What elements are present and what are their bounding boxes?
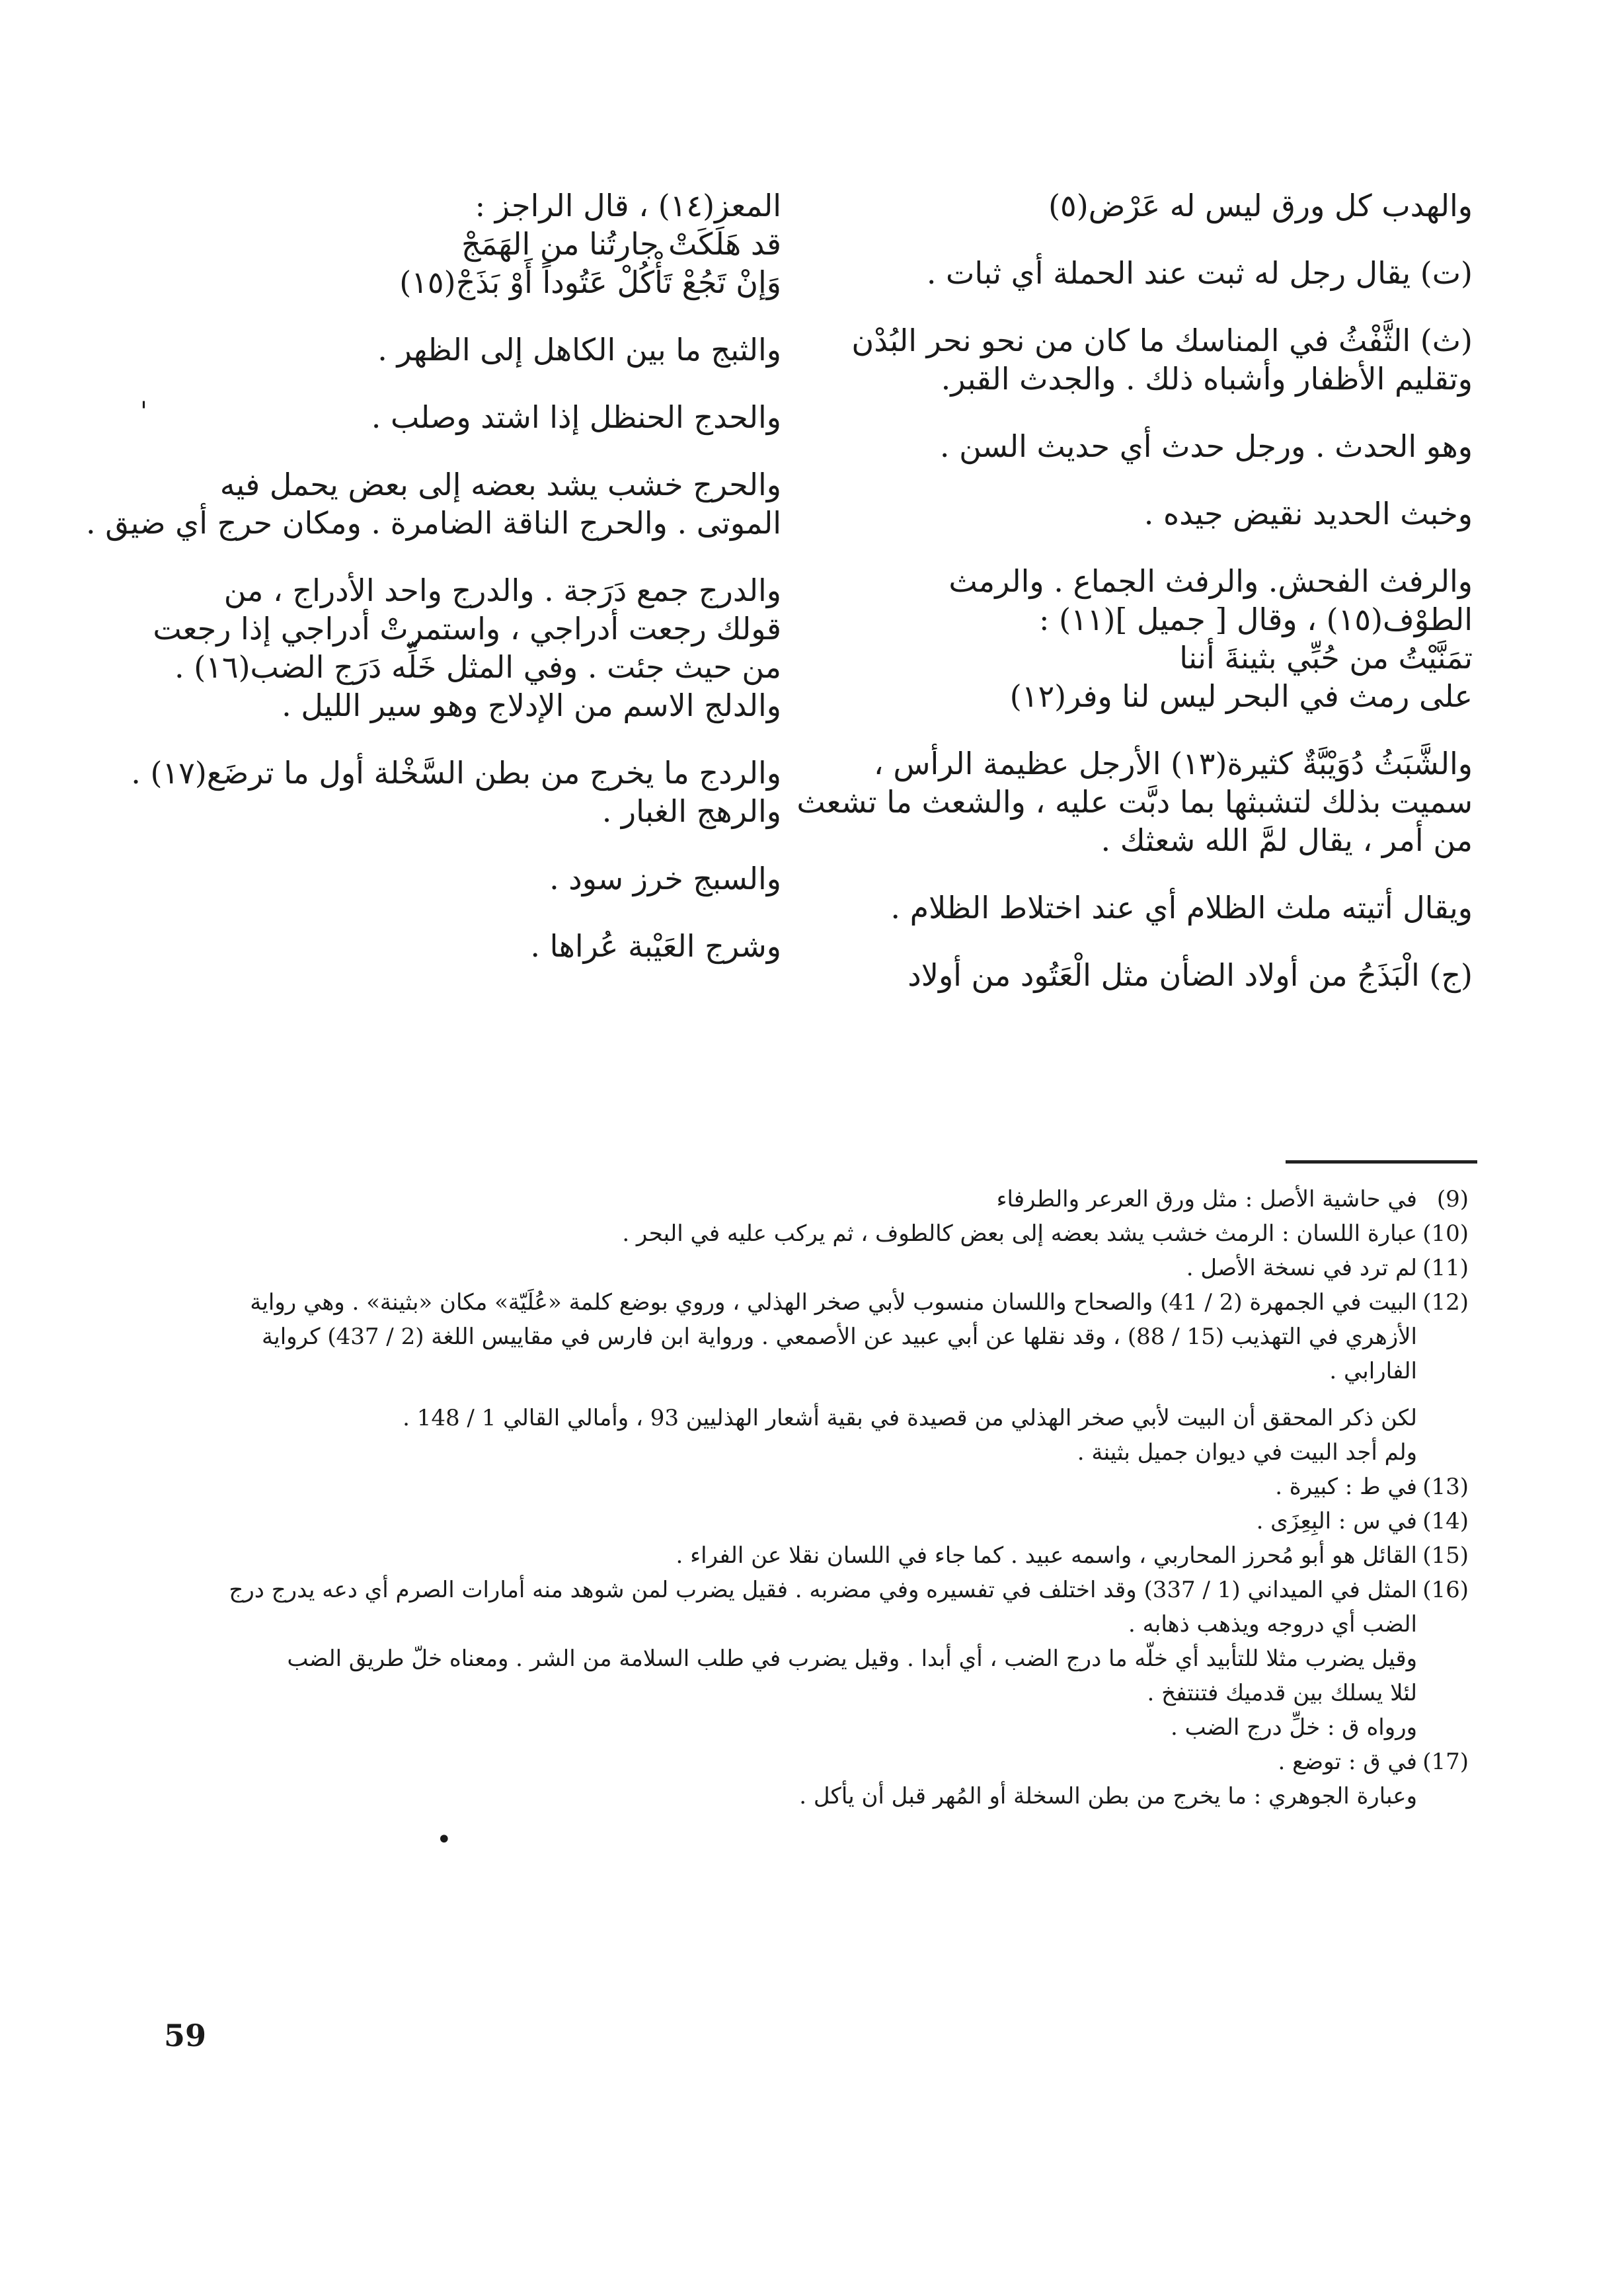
footnote-text: في ط : كبيرة .: [1275, 1474, 1417, 1500]
text-line: وَإنْ تَجُعْ تَأْكُلْ عَتُوداً أَوْ بَذَجْ(١٥): [399, 264, 781, 300]
text-line: المعز(١٤) ، قال الراجز :: [475, 188, 781, 223]
footnote-text: البيت في الجمهرة (2 / 41) والصحاح واللسان منسوب لأبي صخر الهذلي ، وروي بوضع كلمة «عُلَيّة» مكان «بثينة» . وهي رواية: [250, 1289, 1417, 1316]
paragraph-gap: [173, 436, 781, 465]
footnote-number: (14): [1422, 1508, 1469, 1534]
paragraph-gap: [173, 830, 781, 859]
footnote-continuation: وقيل يضرب مثلا للتأبيد أي خلّه ما درج الضب ، أي أبدا . وقيل يضرب في طلب السلامة من الشر . ومعناه خلّ طريق الضب: [287, 1645, 1417, 1672]
paragraph-gap: [173, 725, 781, 754]
footnote: [173, 1505, 1469, 1538]
text-line: ويقال أتيته ملث الظلام أي عند اختلاط الظلام .: [890, 890, 1473, 926]
footnote-continuation: ورواه ق : خلِّ درج الضب .: [1171, 1714, 1417, 1741]
paragraph-gap: [845, 533, 1473, 562]
footnote: [173, 1471, 1469, 1503]
footnote: [173, 1218, 1469, 1250]
paragraph-gap: [845, 225, 1473, 254]
stray-mark: •: [436, 1825, 452, 1855]
text-line: والدلج الاسم من الإدلاج وهو سير الليل .: [282, 688, 781, 723]
paragraph-gap: [845, 398, 1473, 427]
text-line: وشرج العَيْبة عُراها .: [530, 928, 781, 964]
footnote-paragraph: ولم أجد البيت في ديوان جميل بثينة .: [1077, 1439, 1417, 1466]
text-line: والشَّبَثُ دُوَيْبَّةٌ كثيرة(١٣) الأرجل عظيمة الرأس ،: [873, 746, 1473, 781]
footnote-continuation: الفارابي .: [1329, 1358, 1417, 1384]
footnote-number: (11): [1422, 1255, 1469, 1281]
text-line: والحرج خشب يشد بعضه إلى بعض يحمل فيه: [219, 467, 781, 502]
right-text-column: [796, 186, 1473, 994]
footnote-number: (13): [1422, 1474, 1469, 1500]
left-text-column: [86, 186, 781, 965]
text-line: على رمث في البحر ليس لنا وفر(١٢): [1009, 678, 1473, 714]
footnote-text: في حاشية الأصل : مثل ورق العرعر والطرفاء: [996, 1186, 1417, 1212]
paragraph-gap: [845, 715, 1473, 744]
footnote-text: المثل في الميداني (1 / 337) وقد اختلف في تفسيره وفي مضربه . فقيل يضرب لمن شوهد منه أمارات الصرم أي دعه يدرج درج: [229, 1577, 1417, 1603]
footnotes: [173, 1183, 1469, 1815]
footnote-number: (17): [1422, 1749, 1469, 1775]
footnote: [173, 1183, 1469, 1216]
text-line: الموتى . والحرج الناقة الضامرة . ومكان حرج أي ضيق .: [86, 505, 781, 541]
paragraph-gap: [845, 292, 1473, 321]
footnote: [173, 1746, 1469, 1778]
footnote-number: (10): [1422, 1220, 1469, 1247]
text-line: وهو الحدث . ورجل حدث أي حديث السن .: [939, 428, 1473, 464]
stray-mark: ': [140, 397, 147, 427]
text-line: من أمر ، يقال لمَّ الله شعثك .: [1101, 822, 1473, 858]
footnote-number: (12): [1422, 1289, 1469, 1316]
text-line: والسبج خرز سود .: [549, 861, 781, 896]
footnote: [173, 1287, 1469, 1319]
paragraph-gap: [845, 859, 1473, 889]
text-line: الطوْف(١٥) ، وقال [ جميل ](١١) :: [1039, 602, 1473, 637]
text-line: والرهج الغبار .: [601, 793, 781, 829]
text-line: والدرج جمع دَرَجة . والدرج واحد الأدراج ، من: [223, 573, 781, 608]
footnote: [173, 1252, 1469, 1285]
footnote-separator: [1286, 1160, 1477, 1164]
footnote-paragraph: لكن ذكر المحقق أن البيت لأبي صخر الهذلي من قصيدة في بقية أشعار الهذليين 93 ، وأمالي القالي 1 / 148 .: [403, 1405, 1417, 1431]
footnote-number: (16): [1422, 1577, 1469, 1603]
footnote-number: (9): [1436, 1186, 1469, 1212]
text-line: والثبج ما بين الكاهل إلى الظهر .: [377, 332, 781, 368]
footnote-text: في ق : توضع .: [1278, 1749, 1417, 1775]
text-line: والحدج الحنظل إذا اشتد وصلب .: [371, 399, 781, 435]
paragraph-gap: [173, 542, 781, 571]
text-line: وتقليم الأظفار وأشباه ذلك . والجدث القبر.: [941, 361, 1473, 397]
footnote-text: القائل هو أبو مُحرز المحاربي ، واسمه عبيد . كما جاء في اللسان نقلا عن الفراء .: [676, 1542, 1417, 1569]
text-line: والردج ما يخرج من بطن السَّخْلة أول ما ترضَع(١٧) .: [131, 755, 781, 791]
paragraph-gap: [845, 927, 1473, 956]
footnote: [173, 1574, 1469, 1606]
footnote-text: لم ترد في نسخة الأصل .: [1186, 1255, 1417, 1281]
page-number: 59: [164, 2018, 207, 2053]
footnote-number: (15): [1422, 1542, 1469, 1569]
text-line: قد هَلَكَتْ جارتُنا من الهَمَجْ: [461, 226, 781, 262]
footnote-continuation: الأزهري في التهذيب (15 / 88) ، وقد نقلها عن أبي عبيد عن الأصمعي . ورواية ابن فارس في مقاييس اللغة (2 / 437) كرواية: [262, 1324, 1417, 1350]
paragraph-gap: [173, 369, 781, 398]
footnote-continuation: وعبارة الجوهري : ما يخرج من بطن السخلة أو المُهر قبل أن يأكل .: [799, 1783, 1417, 1809]
paragraph-gap: [173, 898, 781, 927]
footnote-text: عبارة اللسان : الرمث خشب يشد بعضه إلى بعض كالطوف ، ثم يركب عليه في البحر .: [622, 1220, 1417, 1247]
text-line: تمَنَّيْتُ من حُبِّي بثينةَ أننا: [1179, 640, 1473, 676]
footnote: [173, 1540, 1469, 1572]
footnote-text: في س : البِعِزَى .: [1256, 1508, 1417, 1534]
text-line: (ج) الْبَذَجُ من أولاد الضأن مثل الْعَتُود من أولاد: [908, 957, 1473, 993]
text-line: (ت) يقال رجل له ثبت عند الحملة أي ثبات .: [926, 255, 1473, 291]
text-line: وخبث الحديد نقيض جيده .: [1143, 496, 1473, 532]
text-line: من حيث جئت . وفي المثل خَلِّه دَرَج الضب(١٦) .: [174, 649, 781, 685]
paragraph-gap: [173, 301, 781, 331]
footnote-continuation: الضب أي دروجه ويذهب ذهابه .: [1128, 1611, 1417, 1638]
text-line: والهدب كل ورق ليس له عَرْض(٥): [1048, 188, 1473, 223]
text-line: سميت بذلك لتشبثها بما دبَّت عليه ، والشعث ما تشعث: [796, 784, 1473, 820]
text-line: قولك رجعت أدراجي ، واستمرتْ أدراجي إذا رجعت: [153, 611, 781, 647]
text-line: (ث) الثَّفْثُ في المناسك ما كان من نحو نحر البُدْن: [851, 323, 1473, 358]
text-line: والرفث الفحش. والرفث الجماع . والرمث: [948, 563, 1473, 599]
footnote-continuation: لئلا يسلك بين قدميك فتنتفخ .: [1147, 1680, 1417, 1706]
paragraph-gap: [845, 465, 1473, 495]
